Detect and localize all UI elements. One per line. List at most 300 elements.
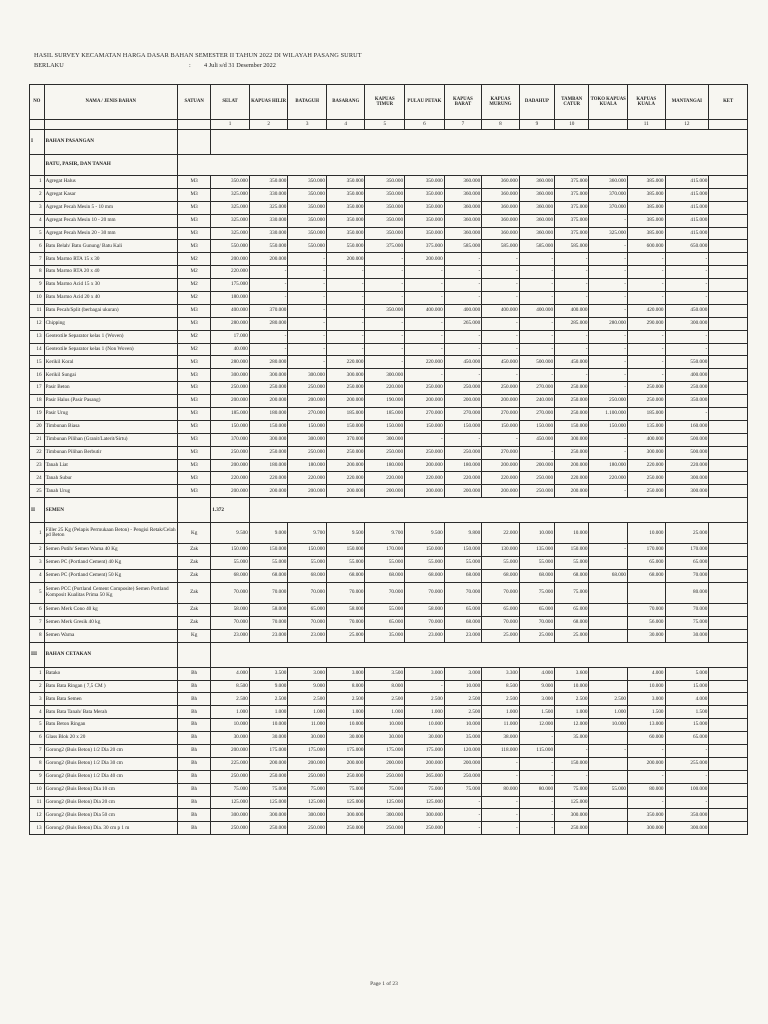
row-number: 5: [30, 227, 45, 240]
price-cell: 250.000: [665, 382, 709, 395]
price-cell: 9.500: [405, 523, 445, 544]
price-cell: [589, 732, 628, 745]
table-row: [30, 176, 748, 189]
table-row: [30, 570, 748, 583]
price-cell: 8.500: [211, 680, 250, 693]
table-row: [30, 188, 748, 201]
price-cell: 2.500: [288, 693, 327, 706]
price-cell: 250.000: [211, 770, 250, 783]
price-cell: 65.000: [444, 603, 482, 616]
column-number: 2: [249, 120, 288, 130]
price-cell: 35.000: [365, 629, 405, 642]
unit: M3: [177, 395, 210, 408]
price-cell: 400.000: [405, 304, 445, 317]
price-cell: 58.000: [326, 603, 365, 616]
price-cell: 2.500: [555, 693, 589, 706]
price-cell: 350.000: [249, 176, 288, 189]
price-cell: 250.000: [365, 770, 405, 783]
row-number: 5: [30, 582, 45, 603]
table-row: [30, 603, 748, 616]
price-cell: -: [365, 317, 405, 330]
price-cell: 150.000: [211, 420, 250, 433]
price-cell: 250.000: [555, 382, 589, 395]
row-number: 6: [30, 732, 45, 745]
price-cell: 75.000: [365, 783, 405, 796]
subsection-cell: [177, 155, 747, 176]
ket-cell: [709, 176, 748, 189]
price-cell: -: [555, 369, 589, 382]
ket-cell: [709, 420, 748, 433]
price-cell: -: [519, 253, 554, 266]
section-cell: [177, 130, 210, 155]
price-cell: 360.000: [444, 188, 482, 201]
price-cell: -: [665, 770, 709, 783]
row-number: 3: [30, 201, 45, 214]
price-cell: 350.000: [665, 395, 709, 408]
price-cell: 2.500: [589, 693, 628, 706]
price-cell: 200.000: [326, 485, 365, 498]
price-cell: 250.000: [365, 446, 405, 459]
unit: Zak: [177, 582, 210, 603]
price-cell: 180.000: [249, 459, 288, 472]
column-number: [44, 120, 177, 130]
price-cell: -: [482, 369, 520, 382]
price-cell: 385.000: [628, 176, 666, 189]
price-cell: 1.000: [482, 706, 520, 719]
price-cell: 135.000: [628, 420, 666, 433]
table-row: [30, 304, 748, 317]
row-number: 11: [30, 304, 45, 317]
unit: M3: [177, 369, 210, 382]
price-cell: 180.000: [211, 292, 250, 305]
price-cell: 1.000: [405, 706, 445, 719]
price-cell: -: [365, 253, 405, 266]
ket-cell: [709, 719, 748, 732]
ket-cell: [709, 304, 748, 317]
price-cell: 375.000: [555, 176, 589, 189]
price-cell: -: [589, 382, 628, 395]
price-cell: 400.000: [555, 304, 589, 317]
table-row: [30, 809, 748, 822]
material-name: Semen Merk Cono 40 kg: [44, 603, 177, 616]
price-cell: 300.000: [365, 369, 405, 382]
price-cell: 80.000: [519, 783, 554, 796]
price-cell: 180.000: [249, 408, 288, 421]
price-cell: -: [589, 214, 628, 227]
column-header: BATAGUH: [288, 85, 327, 120]
section-title: SEMEN: [44, 498, 177, 523]
price-cell: 65.000: [482, 603, 520, 616]
price-cell: 350.000: [326, 176, 365, 189]
price-cell: 25.000: [519, 629, 554, 642]
price-cell: 350.000: [365, 188, 405, 201]
price-cell: 375.000: [555, 188, 589, 201]
ket-cell: [709, 693, 748, 706]
row-number: 4: [30, 706, 45, 719]
price-cell: -: [628, 292, 666, 305]
price-cell: -: [555, 343, 589, 356]
row-number: 10: [30, 292, 45, 305]
price-cell: 68.000: [555, 616, 589, 629]
price-cell: -: [589, 446, 628, 459]
price-cell: 9.700: [365, 523, 405, 544]
validity-period: 4 Juli s/d 31 Desember 2022: [204, 62, 276, 69]
price-cell: 125.000: [211, 796, 250, 809]
price-cell: 11.000: [482, 719, 520, 732]
price-cell: 585.000: [555, 240, 589, 253]
price-cell: 285.000: [555, 317, 589, 330]
price-cell: -: [555, 253, 589, 266]
price-cell: 300.000: [288, 809, 327, 822]
material-name: Kerikil Sungai: [44, 369, 177, 382]
price-cell: 115.000: [519, 744, 554, 757]
price-cell: 23.000: [405, 629, 445, 642]
price-cell: 280.000: [211, 356, 250, 369]
price-cell: 360.000: [519, 214, 554, 227]
material-name: Batu Bata Tanah/ Bata Merah: [44, 706, 177, 719]
material-name: Semen Warna: [44, 629, 177, 642]
price-cell: [589, 680, 628, 693]
price-cell: 75.000: [665, 616, 709, 629]
price-cell: 585.000: [444, 240, 482, 253]
column-number: 6: [405, 120, 445, 130]
price-cell: 40.000: [211, 343, 250, 356]
price-cell: 1.000: [288, 706, 327, 719]
price-cell: 80.000: [665, 582, 709, 603]
price-cell: -: [482, 279, 520, 292]
price-cell: 360.000: [482, 214, 520, 227]
price-cell: 200.000: [444, 757, 482, 770]
unit: Bh: [177, 783, 210, 796]
material-name: Chipping: [44, 317, 177, 330]
price-cell: 56.000: [628, 616, 666, 629]
price-cell: -: [326, 279, 365, 292]
berlaku-label: BERLAKU: [34, 62, 64, 69]
price-cell: -: [628, 266, 666, 279]
section-cell: [211, 642, 748, 667]
table-row: [30, 485, 748, 498]
row-number: 20: [30, 420, 45, 433]
price-cell: 125.000: [405, 796, 445, 809]
price-cell: 3.600: [555, 667, 589, 680]
price-cell: 360.000: [444, 227, 482, 240]
column-number: 8: [482, 120, 520, 130]
price-cell: 68.000: [519, 570, 554, 583]
price-cell: 200.000: [326, 459, 365, 472]
price-cell: -: [444, 369, 482, 382]
price-cell: 70.000: [211, 582, 250, 603]
price-cell: 325.000: [589, 227, 628, 240]
price-cell: [589, 523, 628, 544]
price-cell: 300.000: [326, 809, 365, 822]
price-cell: -: [444, 279, 482, 292]
price-cell: 2.500: [482, 693, 520, 706]
ket-cell: [709, 616, 748, 629]
table-row: [30, 343, 748, 356]
unit: M3: [177, 356, 210, 369]
price-cell: -: [444, 330, 482, 343]
ket-cell: [709, 770, 748, 783]
price-cell: 250.000: [519, 485, 554, 498]
price-cell: -: [665, 343, 709, 356]
material-name: Batu Marmo RTA 15 x 30: [44, 253, 177, 266]
price-cell: -: [519, 330, 554, 343]
price-cell: 270.000: [288, 408, 327, 421]
column-header: TAMBAN CATUR: [555, 85, 589, 120]
price-cell: -: [628, 356, 666, 369]
price-cell: 415.000: [665, 201, 709, 214]
material-name: Tanah Urug: [44, 485, 177, 498]
price-cell: 385.000: [628, 201, 666, 214]
row-number: 5: [30, 719, 45, 732]
unit: M3: [177, 188, 210, 201]
price-cell: 2.500: [249, 693, 288, 706]
price-cell: 68.000: [628, 570, 666, 583]
unit: Bh: [177, 809, 210, 822]
row-number: 7: [30, 744, 45, 757]
price-cell: 125.000: [326, 796, 365, 809]
row-number: 9: [30, 770, 45, 783]
price-cell: -: [628, 330, 666, 343]
price-cell: -: [519, 796, 554, 809]
price-cell: 375.000: [555, 201, 589, 214]
table-row: [30, 770, 748, 783]
price-cell: -: [665, 279, 709, 292]
material-name: Pasir Urug: [44, 408, 177, 421]
price-cell: -: [326, 330, 365, 343]
price-cell: 125.000: [288, 796, 327, 809]
price-cell: 300.000: [665, 472, 709, 485]
price-cell: 175.000: [249, 744, 288, 757]
table-row: [30, 201, 748, 214]
price-cell: 150.000: [519, 420, 554, 433]
price-cell: [589, 582, 628, 603]
price-cell: 250.000: [444, 770, 482, 783]
price-cell: 200.000: [555, 485, 589, 498]
price-cell: 175.000: [405, 744, 445, 757]
price-cell: 65.000: [665, 557, 709, 570]
price-cell: 10.000: [249, 719, 288, 732]
column-header: TOKO KAPUAS KUALA: [589, 85, 628, 120]
price-cell: 8.000: [326, 680, 365, 693]
price-cell: 300.000: [555, 809, 589, 822]
price-cell: 450.000: [519, 433, 554, 446]
price-cell: 200.000: [444, 485, 482, 498]
price-cell: 550.000: [326, 240, 365, 253]
ket-cell: [709, 706, 748, 719]
price-cell: 200.000: [519, 459, 554, 472]
unit: M3: [177, 420, 210, 433]
unit: M3: [177, 176, 210, 189]
price-cell: 250.000: [326, 770, 365, 783]
price-cell: 450.000: [482, 356, 520, 369]
price-cell: -: [589, 304, 628, 317]
material-name: Semen Merk Gresik 40 kg: [44, 616, 177, 629]
price-cell: 200.000: [288, 395, 327, 408]
price-cell: 385.000: [628, 188, 666, 201]
price-cell: 330.000: [249, 188, 288, 201]
price-cell: 200.000: [444, 395, 482, 408]
ket-cell: [709, 757, 748, 770]
material-name: Agregat Pecah Mesin 20 - 30 mm: [44, 227, 177, 240]
price-cell: 270.000: [444, 408, 482, 421]
ket-cell: [709, 472, 748, 485]
price-cell: 250.000: [555, 822, 589, 835]
price-cell: 68.000: [589, 570, 628, 583]
price-cell: 30.000: [326, 732, 365, 745]
price-cell: 160.000: [665, 420, 709, 433]
price-cell: 150.000: [555, 420, 589, 433]
price-cell: 350.000: [628, 809, 666, 822]
price-cell: 9.000: [249, 523, 288, 544]
price-cell: -: [589, 369, 628, 382]
column-number: 5: [365, 120, 405, 130]
price-cell: 4.000: [519, 667, 554, 680]
price-cell: 350.000: [405, 201, 445, 214]
price-cell: 220.000: [211, 472, 250, 485]
material-name: Gorong2 (Buis Beton) 1/2 Dia 40 cm: [44, 770, 177, 783]
row-number: 23: [30, 459, 45, 472]
row-number: 24: [30, 472, 45, 485]
price-cell: 250.000: [519, 472, 554, 485]
price-cell: 65.000: [288, 603, 327, 616]
price-cell: 550.000: [249, 240, 288, 253]
price-cell: 30.000: [211, 732, 250, 745]
price-cell: 150.000: [405, 420, 445, 433]
price-cell: 250.000: [211, 382, 250, 395]
row-number: 8: [30, 629, 45, 642]
table-row: [30, 796, 748, 809]
price-cell: 360.000: [444, 214, 482, 227]
price-cell: 35.000: [555, 732, 589, 745]
validity-line: [34, 62, 276, 69]
column-header: KET: [709, 85, 748, 120]
row-number: 15: [30, 356, 45, 369]
price-cell: 150.000: [589, 420, 628, 433]
table-row: [30, 420, 748, 433]
price-cell: 58.000: [249, 603, 288, 616]
price-cell: 350.000: [288, 214, 327, 227]
price-cell: -: [288, 266, 327, 279]
ket-cell: [709, 395, 748, 408]
price-cell: 65.000: [519, 603, 554, 616]
price-cell: 200.000: [249, 485, 288, 498]
price-cell: -: [589, 330, 628, 343]
price-cell: -: [665, 253, 709, 266]
subsection-cell: [30, 155, 45, 176]
unit: M3: [177, 317, 210, 330]
column-number: [177, 120, 210, 130]
price-cell: -: [405, 330, 445, 343]
price-cell: -: [519, 292, 554, 305]
price-cell: 70.000: [665, 570, 709, 583]
price-cell: 250.000: [249, 822, 288, 835]
price-cell: 250.000: [326, 822, 365, 835]
column-number: 10: [555, 120, 589, 130]
price-cell: 325.000: [211, 214, 250, 227]
price-cell: -: [444, 822, 482, 835]
price-cell: 75.000: [326, 783, 365, 796]
unit: Kg: [177, 523, 210, 544]
material-name: Batu Bata Ringan ( 7,5 CM ): [44, 680, 177, 693]
price-cell: 220.000: [249, 472, 288, 485]
price-cell: 4.000: [211, 667, 250, 680]
price-cell: -: [519, 343, 554, 356]
price-cell: -: [249, 292, 288, 305]
price-cell: 300.000: [628, 446, 666, 459]
price-cell: 68.000: [444, 616, 482, 629]
material-name: Semen PCC (Portland Cement Composite) Semen Portland Komposit Kualitas Prima 50 Kg: [44, 582, 177, 603]
column-header: SATUAN: [177, 85, 210, 120]
price-cell: 11.000: [288, 719, 327, 732]
price-cell: 2.500: [444, 693, 482, 706]
price-cell: -: [482, 796, 520, 809]
price-cell: 38.000: [482, 732, 520, 745]
row-number: 12: [30, 809, 45, 822]
price-cell: 70.000: [405, 616, 445, 629]
subsection-title: BATU, PASIR, DAN TANAH: [44, 155, 177, 176]
price-cell: 220.000: [444, 472, 482, 485]
material-name: Timbunan Biasa: [44, 420, 177, 433]
price-cell: 300.000: [211, 369, 250, 382]
ket-cell: [709, 629, 748, 642]
price-cell: -: [589, 485, 628, 498]
price-cell: 75.000: [405, 783, 445, 796]
material-name: Batu Beton Ringan: [44, 719, 177, 732]
price-cell: 300.000: [365, 433, 405, 446]
ket-cell: [709, 582, 748, 603]
price-cell: 200.000: [482, 459, 520, 472]
table-row: [30, 693, 748, 706]
price-cell: 250.000: [326, 382, 365, 395]
price-cell: 600.000: [628, 240, 666, 253]
unit: Bh: [177, 770, 210, 783]
price-cell: 55.000: [365, 557, 405, 570]
material-name: Glass Blok 20 x 20: [44, 732, 177, 745]
price-cell: 280.000: [249, 356, 288, 369]
price-cell: 75.000: [288, 783, 327, 796]
price-cell: 350.000: [405, 227, 445, 240]
section-extra: 1.372: [211, 498, 250, 523]
price-cell: -: [555, 279, 589, 292]
material-name: Batako: [44, 667, 177, 680]
unit: M2: [177, 330, 210, 343]
price-cell: 1.000: [365, 706, 405, 719]
price-cell: -: [519, 317, 554, 330]
price-cell: 10.000: [365, 719, 405, 732]
price-cell: 80.000: [482, 783, 520, 796]
row-number: 7: [30, 253, 45, 266]
price-cell: 65.000: [665, 732, 709, 745]
price-cell: 130.000: [482, 544, 520, 557]
price-cell: 300.000: [288, 369, 327, 382]
price-cell: 350.000: [288, 227, 327, 240]
price-cell: 250.000: [288, 770, 327, 783]
price-cell: 300.000: [665, 485, 709, 498]
price-cell: 68.000: [326, 570, 365, 583]
row-number: 1: [30, 667, 45, 680]
price-cell: -: [628, 744, 666, 757]
column-header: KAPUAS HILIR: [249, 85, 288, 120]
price-cell: -: [519, 770, 554, 783]
ket-cell: [709, 783, 748, 796]
price-cell: 375.000: [555, 214, 589, 227]
price-cell: 250.000: [211, 446, 250, 459]
row-number: 18: [30, 395, 45, 408]
price-cell: -: [665, 744, 709, 757]
column-number: 7: [444, 120, 482, 130]
price-cell: 10.000: [444, 719, 482, 732]
